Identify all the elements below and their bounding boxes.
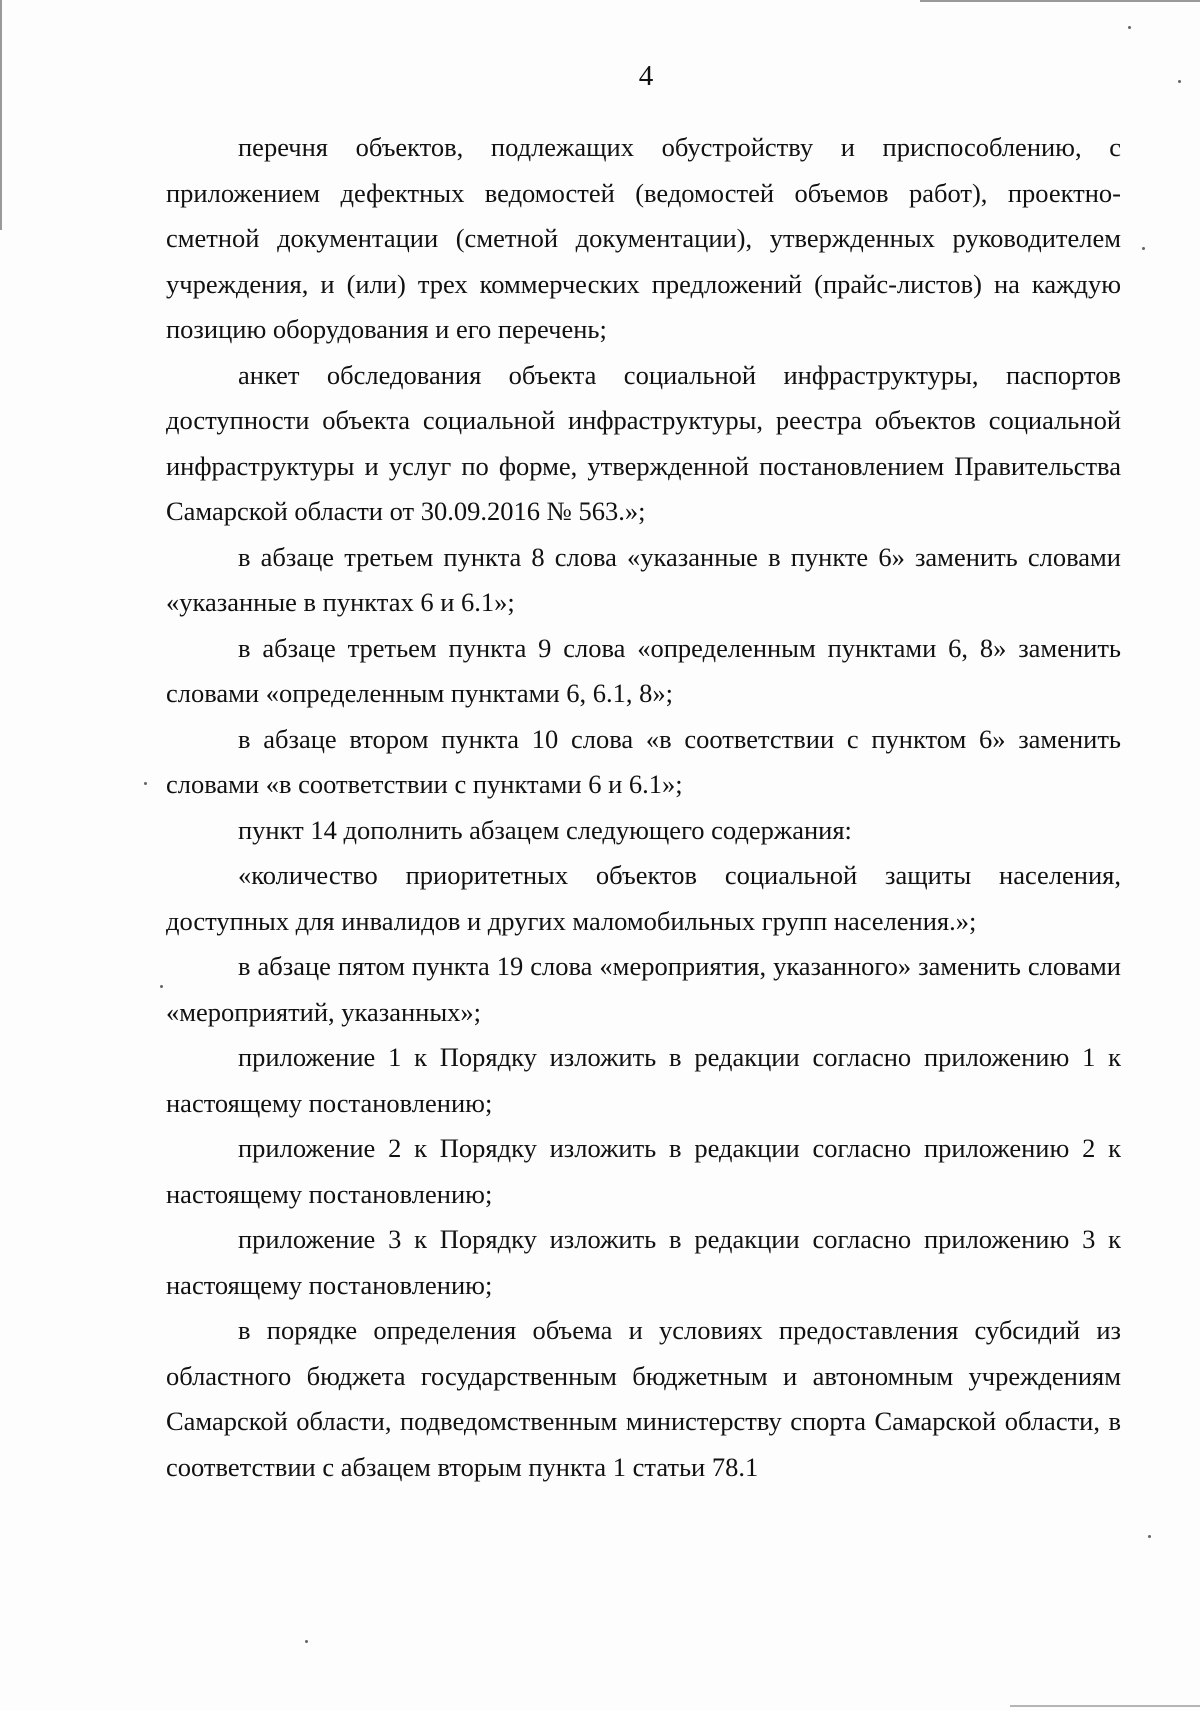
paragraph: в порядке определения объема и условиях предоставления субсидий из областного бюджета государственным бюджетным и автономным учреждениям Самарской области, подведомственным министерству спорта Самарской области, в соответствии с абзацем вторым пункта 1 статьи 78.1 xyxy=(166,1315,1121,1482)
scan-speck xyxy=(1142,247,1145,250)
paragraph: приложение 3 к Порядку изложить в редакции согласно приложению 3 к настоящему постановлению; xyxy=(166,1224,1121,1300)
paragraph: приложение 2 к Порядку изложить в редакции согласно приложению 2 к настоящему постановлению; xyxy=(166,1133,1121,1209)
paragraph: в абзаце пятом пункта 19 слова «мероприятия, указанного» заменить словами «мероприятий, указанных»; xyxy=(166,951,1121,1027)
document-body xyxy=(166,125,1121,1490)
scan-edge-top xyxy=(920,0,1200,2)
scan-edge-left xyxy=(0,0,2,230)
scan-speck xyxy=(305,1640,308,1643)
paragraph: в абзаце втором пункта 10 слова «в соответствии с пунктом 6» заменить словами «в соответствии с пунктами 6 и 6.1»; xyxy=(166,723,1121,799)
paragraph: пункт 14 дополнить абзацем следующего содержания: xyxy=(238,814,852,845)
scan-edge-bottom xyxy=(1010,1705,1200,1707)
paragraph: «количество приоритетных объектов социальной защиты населения, доступных для инвалидов и других маломобильных групп населения.»; xyxy=(166,860,1121,936)
scan-speck xyxy=(144,782,147,785)
scan-speck xyxy=(160,985,163,988)
scan-speck xyxy=(1148,1535,1151,1538)
page-number: 4 xyxy=(638,60,654,92)
paragraph: в абзаце третьем пункта 9 слова «определенным пунктами 6, 8» заменить словами «определенным пунктами 6, 6.1, 8»; xyxy=(166,632,1121,708)
scan-speck xyxy=(1128,26,1131,29)
paragraph: приложение 1 к Порядку изложить в редакции согласно приложению 1 к настоящему постановлению; xyxy=(166,1042,1121,1118)
paragraph: в абзаце третьем пункта 8 слова «указанные в пункте 6» заменить словами «указанные в пунктах 6 и 6.1»; xyxy=(166,541,1121,617)
paragraph: анкет обследования объекта социальной инфраструктуры, паспортов доступности объекта социальной инфраструктуры, реестра объектов социальной инфраструктуры и услуг по форме, утвержденной постановлением Правительства Самарской области от 30.09.2016 № 563.»; xyxy=(166,359,1121,526)
paragraph: перечня объектов, подлежащих обустройству и приспособлению, с приложением дефектных ведомостей (ведомостей объемов работ), проектно-сметной документации (сметной документации), утвержденных руководителем учреждения, и (или) трех коммерческих предложений (прайс-листов) на каждую позицию оборудования и его перечень; xyxy=(166,132,1121,344)
